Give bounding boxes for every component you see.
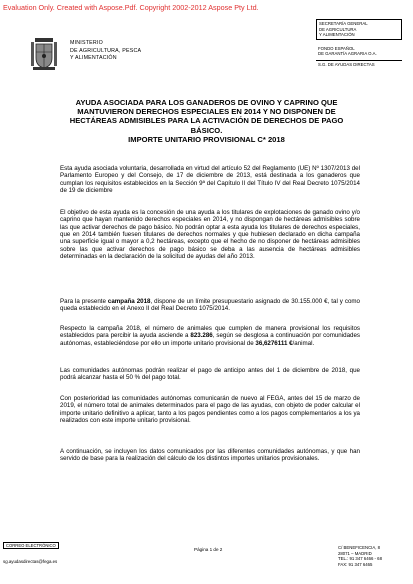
secretaria-line: DE AGRICULTURA (319, 26, 357, 32)
address-line: FAX: 91 347 6465 (338, 561, 373, 567)
paragraph-advance-payment: Las comunidades autónomas podrán realizar el pago de anticipo antes del 1 de diciembre de 2018, que podrá alcanzar hasta el 50 % del pago total. (60, 367, 360, 382)
secretaria-line: Y ALIMENTACIÓN (319, 32, 355, 38)
watermark-text: Evaluation Only. Created with Aspose.Pdf. Copyright 2002-2012 Aspose Pty Ltd. (3, 3, 259, 12)
ministry-line: Y ALIMENTACIÓN (70, 55, 117, 62)
title-line: HECTÁREAS ADMISIBLES PARA LA ACTIVACIÓN DE DERECHOS DE PAGO (69, 116, 344, 126)
title-line: IMPORTE UNITARIO PROVISIONAL C* 2018 (128, 134, 285, 144)
paragraph-legal-basis: Esta ayuda asociada voluntaria, desarrollada en virtud del artículo 52 del Reglamento (UE) Nº 1307/2013 del Parlamento Europeo y del Consejo, de 17 de diciembre de 2013, está destinada a los ganaderos que cumplan los requisitos establecidos en la Sección 9ª del Capítulo II del Título IV del Real Decreto 1075/2014 de 19 de diciembre (60, 165, 360, 195)
paragraph-final-communication: Con posterioridad las comunidades autónomas comunicarán de nuevo al FEGA, antes del 15 de marzo de 2019, el número total de animales determinados para el pago de las ayudas, con objeto de poder calcular el importe unitario definitivo a aplicar, tanto a los pagos pendientes como a los pagos complementarios a los ya realizados con este importe unitario provisional. (60, 395, 360, 425)
paragraph-objective: El objetivo de esta ayuda es la concesión de una ayuda a los titulares de explotaciones de ganado ovino y/o caprino que hayan mantenido derechos especiales en 2014, y no dispongan de hectáreas admisibles sobre las que activar derechos de pago básico. No podrán optar a esta ayuda los titulares de derechos especiales, que en 2014 también fuesen titulares de derechos normales y que hubiesen declarado en dicha campaña una superficie igual o mayor a 0,2 hectáreas, excepto que el hecho de no disponer de hectáreas admisibles sobre las que activar derechos de pago básico se deba a las ausencia de hectáreas admisibles determinadas en la declaración de la solicitud de ayudas del año 2013. (60, 209, 360, 261)
header-department-block (316, 19, 402, 69)
title-line: BÁSICO. (190, 125, 223, 135)
secretaria-box (316, 19, 402, 40)
title-line: AYUDA ASOCIADA PARA LOS GANADEROS DE OVINO Y CAPRINO QUE (75, 98, 338, 107)
ministry-line: DE AGRICULTURA, PESCA (70, 47, 142, 54)
document-title (40, 98, 373, 144)
text-run: Respecto la campaña 2018, el número de animales que cumplen de manera provisional los requisitos establecidos para percibir la ayuda asciende a (60, 325, 360, 340)
address-line: C/ BENEFICENCIA, 8 (338, 545, 381, 550)
contact-email[interactable]: sg.ayudasdirectas@fega.es (3, 559, 58, 564)
ministry-name (70, 40, 141, 63)
address-line: TEL.: 91 347 6466 - 68 (338, 556, 382, 562)
email-label-box: CORREO ELECTRÓNICO (3, 542, 59, 549)
paragraph-data-intro: A continuación, se incluyen los datos comunicados por las diferentes comunidades autónomas, y que han servido de base para la realización del cálculo de los distintos importes unitarios provisionales. (60, 448, 360, 463)
page-number: Página 1 de 2 (194, 547, 223, 552)
campaign-label: campaña 2018 (107, 298, 151, 305)
unit-amount: 36,6276111 € (255, 339, 293, 347)
animal-count: 823.286 (190, 332, 213, 340)
fega-line: FONDO ESPAÑOL (318, 45, 355, 51)
address-line: 28071 – MADRID (338, 550, 372, 556)
text-run: , dispone de un límite presupuestario asignado de 30.155.000 €, tal y como queda establecido en el Anexo II del Real Decreto 1075/2014. (60, 298, 361, 313)
fega-name (316, 46, 402, 57)
postal-address (338, 545, 382, 567)
paragraph-budget (60, 298, 360, 313)
subdirection-name: S.G. DE AYUDAS DIRECTAS (316, 60, 402, 69)
secretaria-line: SECRETARÍA GENERAL (319, 21, 368, 26)
paragraph-animal-count (60, 325, 360, 347)
text-run: , según se desglosa a continuación por comunidades autónomas, estableciéndose por ello un importe unitario provisional de (60, 332, 360, 347)
title-line: MANTUVIERON DERECHOS ESPECIALES EN 2014 Y NO DISPONEN DE (77, 107, 336, 117)
fega-line: DE GARANTÍA AGRARIA O.A. (318, 51, 377, 57)
coat-of-arms-seal (30, 36, 58, 72)
ministry-line: MINISTERIO (70, 40, 103, 46)
text-run: /animal. (292, 339, 315, 347)
text-run: Para la presente (60, 298, 108, 305)
